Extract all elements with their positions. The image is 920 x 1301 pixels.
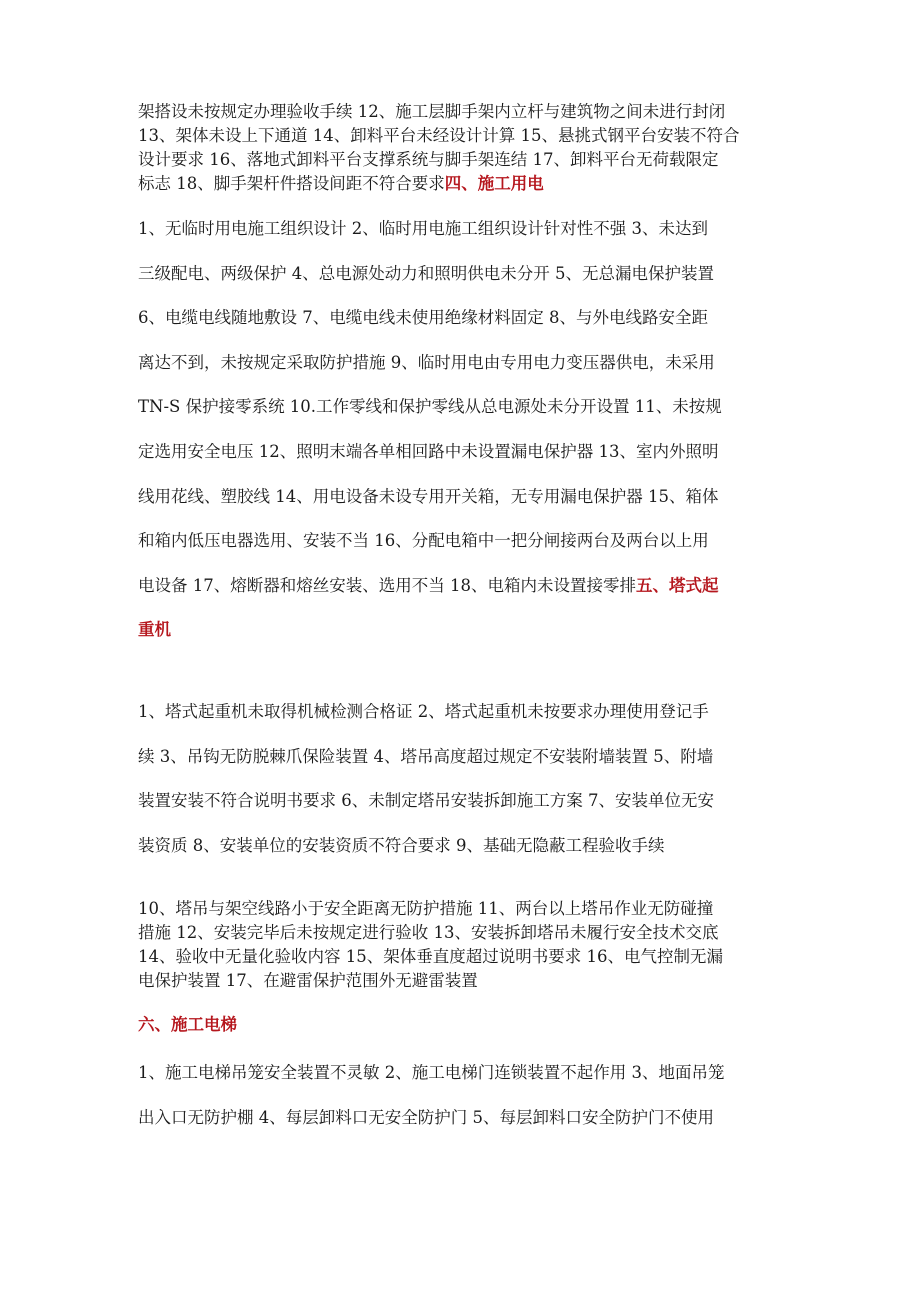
text-line: 6、电缆电线随地敷设 7、电缆电线未使用绝缘材料固定 8、与外电线路安全距 bbox=[138, 308, 708, 328]
text-line: 10、塔吊与架空线路小于安全距离无防护措施 11、两台以上塔吊作业无防碰撞 bbox=[138, 899, 714, 918]
text-line: 线用花线、塑胶线 14、用电设备未设专用开关箱，无专用漏电保护器 15、箱体 bbox=[138, 486, 719, 506]
tower-crane-items-paragraph bbox=[138, 690, 788, 868]
tower-crane-items-continued bbox=[138, 897, 788, 993]
text-line: 1、塔式起重机未取得机械检测合格证 2、塔式起重机未按要求办理使用登记手 bbox=[138, 702, 709, 721]
text-line: TN-S 保护接零系统 10.工作零线和保护零线从总电源处未分开设置 11、未按规 bbox=[138, 397, 722, 417]
section-heading-construction-electricity: 四、施工用电 bbox=[444, 174, 544, 193]
section-heading-tower-crane-continued: 重机 bbox=[138, 620, 171, 640]
text-line: 定选用安全电压 12、照明末端各单相回路中未设置漏电保护器 13、室内外照明 bbox=[138, 441, 719, 461]
text-line: 设计要求 16、落地式卸料平台支撑系统与脚手架连结 17、卸料平台无荷载限定 bbox=[138, 150, 719, 169]
text-line: 装资质 8、安装单位的安装资质不符合要求 9、基础无隐蔽工程验收手续 bbox=[138, 835, 665, 855]
text-line: 1、施工电梯吊笼安全装置不灵敏 2、施工电梯门连锁装置不起作用 3、地面吊笼 bbox=[138, 1063, 725, 1082]
elevator-items-paragraph bbox=[138, 1051, 788, 1140]
text-line: 措施 12、安装完毕后未按规定进行验收 13、安装拆卸塔吊未履行安全技术交底 bbox=[138, 923, 719, 942]
section-heading-tower-crane: 五、塔式起 bbox=[635, 575, 719, 595]
text-line: 电保护装置 17、在避雷保护范围外无避雷装置 bbox=[138, 971, 478, 990]
text-line: 架搭设未按规定办理验收手续 12、施工层脚手架内立杆与建筑物之间未进行封闭 bbox=[138, 102, 726, 121]
text-line: 13、架体未设上下通道 14、卸料平台未经设计计算 15、悬挑式钢平台安装不符合 bbox=[138, 126, 740, 145]
text-segment: 电设备 17、熔断器和熔丝安装、选用不当 18、电箱内未设置接零排 bbox=[138, 575, 636, 595]
text-line bbox=[138, 564, 788, 609]
text-line: 和箱内低压电器选用、安装不当 16、分配电箱中一把分闸接两台及两台以上用 bbox=[138, 531, 709, 551]
text-segment: 标志 18、脚手架杆件搭设间距不符合要求 bbox=[138, 174, 445, 193]
section-heading-construction-elevator: 六、施工电梯 bbox=[138, 1015, 237, 1034]
text-line: 续 3、吊钩无防脱棘爪保险装置 4、塔吊高度超过规定不安装附墙装置 5、附墙 bbox=[138, 746, 714, 766]
text-line: 三级配电、两级保护 4、总电源处动力和照明供电未分开 5、无总漏电保护装置 bbox=[138, 263, 714, 283]
text-line: 14、验收中无量化验收内容 15、架体垂直度超过说明书要求 16、电气控制无漏 bbox=[138, 947, 723, 966]
text-line bbox=[138, 172, 788, 196]
text-line: 出入口无防护棚 4、每层卸料口无安全防护门 5、每层卸料口安全防护门不使用 bbox=[138, 1107, 714, 1127]
text-line: 离达不到，未按规定采取防护措施 9、临时用电由专用电力变压器供电，未采用 bbox=[138, 352, 715, 372]
electricity-items-paragraph bbox=[138, 207, 788, 653]
text-line: 1、无临时用电施工组织设计 2、临时用电施工组织设计针对性不强 3、未达到 bbox=[138, 219, 708, 238]
scaffold-items-paragraph bbox=[138, 100, 788, 196]
text-line: 装置安装不符合说明书要求 6、未制定塔吊安装拆卸施工方案 7、安装单位无安 bbox=[138, 791, 714, 811]
